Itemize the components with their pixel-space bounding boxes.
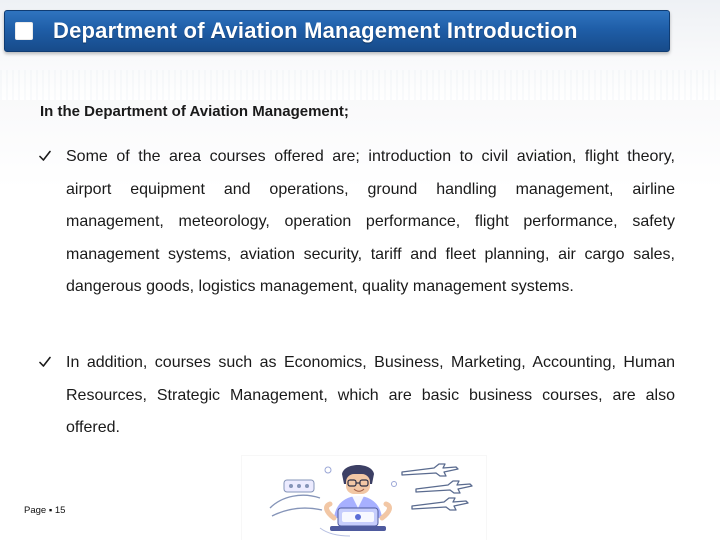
checkmark-icon (39, 141, 66, 162)
title-bar (4, 10, 670, 52)
page-title: Department of Aviation Management Introduction (53, 18, 578, 43)
list-item-text: Some of the area courses offered are; introduction to civil aviation, flight theory, airport equipment and operations, ground handling management, airline management, meteorology, operation performance, flight performance, safety management systems, aviation security, tariff and fleet planning, air cargo sales, dangerous goods, logistics management, quality management systems. (66, 148, 675, 295)
person-with-laptop-and-planes-illustration (242, 456, 486, 540)
section-heading: In the Department of Aviation Management; (40, 103, 349, 120)
page-number: Page ▪ 15 (24, 505, 66, 516)
list-item (39, 141, 675, 304)
list-item (39, 347, 675, 445)
checkmark-icon (39, 347, 66, 368)
square-bullet-icon (15, 22, 33, 40)
list-item-text: In addition, courses such as Economics, Business, Marketing, Accounting, Human Resources, Strategic Management, which are basic business courses, are also offered. (66, 354, 675, 436)
